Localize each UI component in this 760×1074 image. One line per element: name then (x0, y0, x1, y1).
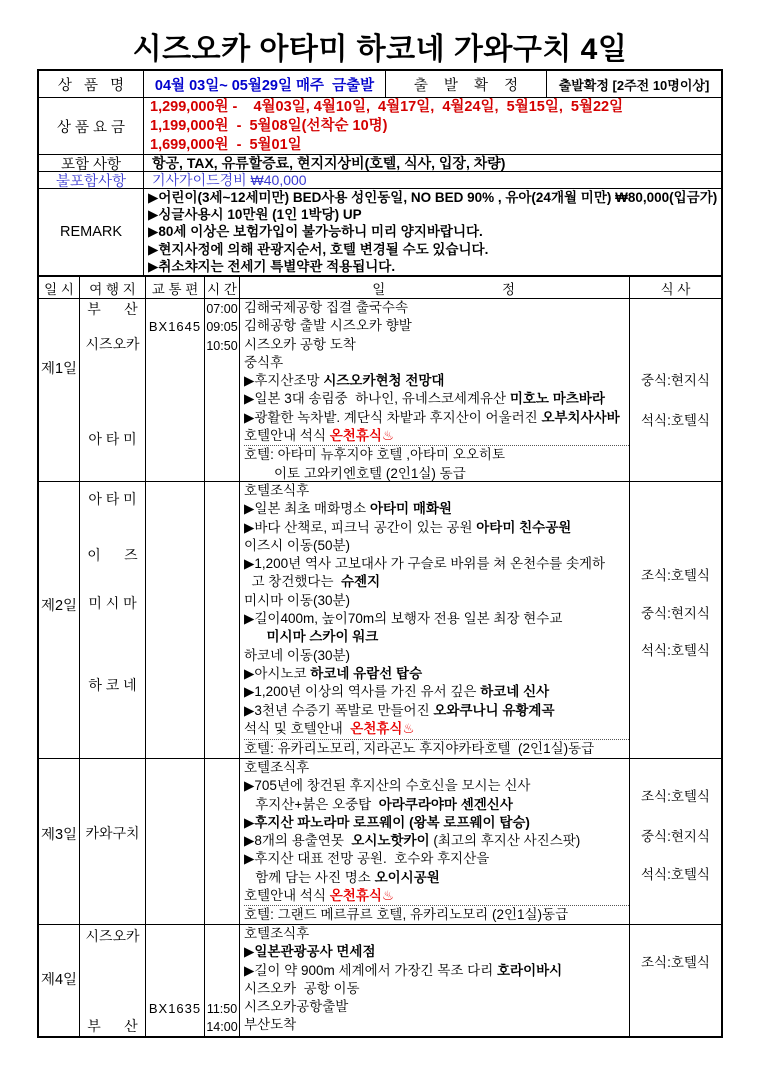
header-itinerary-left: 일 (372, 281, 386, 297)
schedule-header-row (39, 277, 721, 298)
itinerary-line: 호텔조식후 (244, 483, 310, 498)
itinerary-line: 호텔조식후 (244, 760, 310, 775)
exclude-value: 기사가이드경비 ₩40,000 (152, 172, 307, 188)
day-label: 제4일 (40, 972, 78, 988)
hotel-info-line: 이토 고와키엔호텔 (2인1실) 동급 (244, 465, 466, 481)
place-name: 이 즈 (87, 547, 138, 563)
place-name: 시즈오카 (85, 336, 140, 352)
day-label: 제1일 (40, 361, 78, 377)
schedule-table (37, 275, 723, 1038)
itinerary-line: ▶705년에 창건된 후지산의 수호신을 모시는 신사 (244, 778, 531, 794)
meal-info: 조식:호텔식 (641, 568, 710, 583)
remark-label: REMARK (39, 189, 144, 275)
itinerary-line: ▶일본관광공사 면세점 (244, 944, 376, 960)
price-line: 1,199,000원 - 5월08일(선착순 10명) (150, 117, 388, 134)
departure-confirm-label: 출 발 확 정 (386, 71, 547, 97)
exclude-label: 불포함사항 (39, 172, 144, 188)
day-row-3 (39, 758, 721, 924)
time-value: 10:50 (206, 339, 238, 353)
price-line: 1,299,000원 - 4월03일, 4월10일, 4월17일, 4월24일, 5월15일, 5월22일 (150, 98, 624, 115)
meal-info: 석식:호텔식 (641, 413, 710, 428)
place-name: 부 산 (87, 1018, 138, 1034)
itinerary-line: 호텔조식후 (244, 926, 310, 941)
day-label: 제3일 (40, 827, 78, 843)
itinerary-line: ▶일본 3대 송림중 하나인, 유네스코세계유산 미호노 마츠바라 (244, 391, 605, 407)
itinerary-cell (240, 482, 629, 758)
itinerary-line: ▶1,200년 역사 고보대사 가 구슬로 바위를 쳐 온천수를 솟게하 (244, 556, 606, 572)
day-row-4 (39, 924, 721, 1036)
header-transport: 교 통 편 (145, 277, 204, 298)
time-value: 11:50 (206, 1002, 238, 1016)
itinerary-line: ▶후지산조망 시즈오카현청 전망대 (244, 373, 445, 389)
meal-info: 중식:현지식 (641, 606, 710, 621)
place-name: 부 산 (87, 301, 138, 317)
header-itinerary-right: 정 (501, 281, 516, 297)
itinerary-line: 시즈오카 공항 이동 (244, 980, 360, 996)
itinerary-line: 시즈오카공항출발 (244, 999, 349, 1015)
itinerary-line: 후지산+붉은 오중탑 아라쿠라야마 센겐신사 (244, 796, 513, 812)
itinerary-cell (240, 925, 629, 1036)
time-value: 09:05 (206, 320, 238, 334)
day-row-1 (39, 298, 721, 481)
meal-info: 조식:호텔식 (641, 955, 710, 970)
itinerary-line: 고 창건했다는 슈젠지 (244, 574, 381, 590)
place-name: 아 타 미 (88, 431, 137, 447)
price-line: 1,699,000원 - 5월01일 (150, 136, 302, 153)
hotel-info (244, 445, 629, 481)
hotel-info (244, 739, 629, 758)
remark-line: ▶80세 이상은 보험가입이 불가능하니 미리 양지바랍니다. (148, 224, 483, 240)
header-place: 여 행 지 (79, 277, 145, 298)
itinerary-line: 이즈시 이동(50분) (244, 537, 351, 553)
itinerary-line: 김해공항 출발 시즈오카 향발 (244, 318, 412, 334)
meal-info: 석식:호텔식 (641, 867, 710, 882)
itinerary-line: ▶일본 최초 매화명소 아타미 매화원 (244, 501, 452, 517)
remark-line: ▶싱글사용시 10만원 (1인 1박당) UP (148, 207, 362, 223)
place-name: 하 코 네 (88, 677, 137, 693)
itinerary-line: 부산도착 (244, 1017, 297, 1033)
hotel-info-line: 호텔: 아타미 뉴후지야 호텔 ,아타미 오오히토 (244, 447, 505, 463)
place-name: 시즈오카 (85, 928, 140, 944)
remark-line: ▶현지사정에 의해 관광지순서, 호텔 변경될 수도 있습니다. (148, 241, 489, 257)
header-time: 시 간 (204, 277, 239, 298)
itinerary-line: ▶후지산 파노라마 로프웨이 (왕복 로프웨이 탑승) (244, 814, 530, 830)
itinerary-cell (240, 299, 629, 481)
itinerary-line: 중식후 (244, 354, 284, 370)
day-row-2 (39, 481, 721, 758)
itinerary-line: ▶3천년 수증기 폭발로 만들어진 오와쿠나니 유황계곡 (244, 702, 555, 718)
itinerary-line: 미시마 스카이 워크 (266, 629, 379, 645)
price-row (39, 97, 721, 154)
header-date: 일 시 (44, 281, 74, 297)
meal-info: 중식:현지식 (641, 829, 710, 844)
product-name-row (39, 71, 721, 97)
hotel-info (244, 905, 629, 924)
flight-code: BX1635 (148, 1001, 202, 1016)
product-info-table (37, 69, 723, 275)
time-value: 14:00 (206, 1020, 238, 1034)
day-label: 제2일 (40, 598, 78, 614)
itinerary-line: 석식 및 호텔안내 온천휴식♨ (244, 720, 415, 736)
page-title: 시즈오카 아타미 하코네 가와구치 4일 (132, 33, 628, 66)
price-label: 상 품 요 금 (39, 98, 144, 154)
header-itinerary (239, 277, 629, 298)
place-name: 미 시 마 (88, 595, 137, 611)
header-meal: 식 사 (629, 277, 721, 298)
meal-info: 조식:호텔식 (641, 789, 710, 804)
itinerary-line: ▶바다 산책로, 피크닉 공간이 있는 공원 아타미 친수공원 (244, 519, 572, 535)
itinerary-line: ▶길이 약 900m 세계에서 가장긴 목조 다리 호라이바시 (244, 962, 563, 978)
itinerary-line: ▶아시노코 하코네 유람선 탑승 (244, 665, 423, 681)
include-value: 항공, TAX, 유류할증료, 현지지상비(호텔, 식사, 입장, 차량) (152, 155, 506, 171)
itinerary-line: 함께 담는 사진 명소 오이시공원 (244, 869, 440, 885)
product-name-label: 상 품 명 (39, 71, 144, 97)
itinerary-line: 미시마 이동(30분) (244, 592, 351, 608)
itinerary-line: ▶후지산 대표 전망 공원. 호수와 후지산을 (244, 851, 490, 867)
itinerary-line: ▶8개의 용출연못 오시노핫카이 (최고의 후지산 사진스팟) (244, 833, 581, 849)
itinerary-line: 하코네 이동(30분) (244, 647, 351, 663)
itinerary-cell (240, 759, 629, 924)
exclude-row (39, 171, 721, 188)
remark-row (39, 188, 721, 275)
hotel-info-line: 호텔: 그랜드 메르큐르 호텔, 유카리노모리 (2인1실)동급 (244, 907, 569, 923)
place-name: 아 타 미 (88, 491, 137, 507)
itinerary-line: ▶광활한 녹차밭. 계단식 차밭과 후지산이 어울러진 오부치사사바 (244, 409, 620, 425)
remark-line: ▶어린이(3세~12세미만) BED사용 성인동일, NO BED 90% , 유아(24개월 미만) ₩80,000(입금가) (148, 190, 718, 206)
time-value: 07:00 (206, 302, 238, 316)
include-row (39, 154, 721, 171)
itinerary-line: 호텔안내 석식 온천휴식♨ (244, 428, 395, 444)
product-period: 04월 03일~ 05월29일 매주 금출발 (144, 71, 386, 97)
flight-code: BX1645 (148, 319, 202, 334)
meal-info: 석식:호텔식 (641, 643, 710, 658)
itinerary-line: 시즈오카 공항 도착 (244, 336, 356, 352)
place-name: 카와구치 (85, 825, 140, 841)
itinerary-line: 김해국제공항 집결 출국수속 (244, 300, 408, 315)
hotel-info-line: 호텔: 유카리노모리, 지라곤노 후지야카타호텔 (2인1실)동급 (244, 740, 595, 756)
include-label: 포함 사항 (39, 155, 144, 171)
departure-confirm-value: 출발확정 [2주전 10명이상] (558, 77, 710, 93)
remark-line: ▶취소챠지는 전세기 특별약관 적용됩니다. (148, 258, 396, 274)
document-body (37, 69, 723, 1038)
itinerary-line: ▶길이400m, 높이70m의 보행자 전용 일본 최장 현수교 (244, 611, 563, 627)
itinerary-line: ▶1,200년 이상의 역사를 가진 유서 깊은 하코네 신사 (244, 684, 550, 700)
itinerary-line: 호텔안내 석식 온천휴식♨ (244, 888, 395, 904)
meal-info: 중식:현지식 (641, 373, 710, 388)
